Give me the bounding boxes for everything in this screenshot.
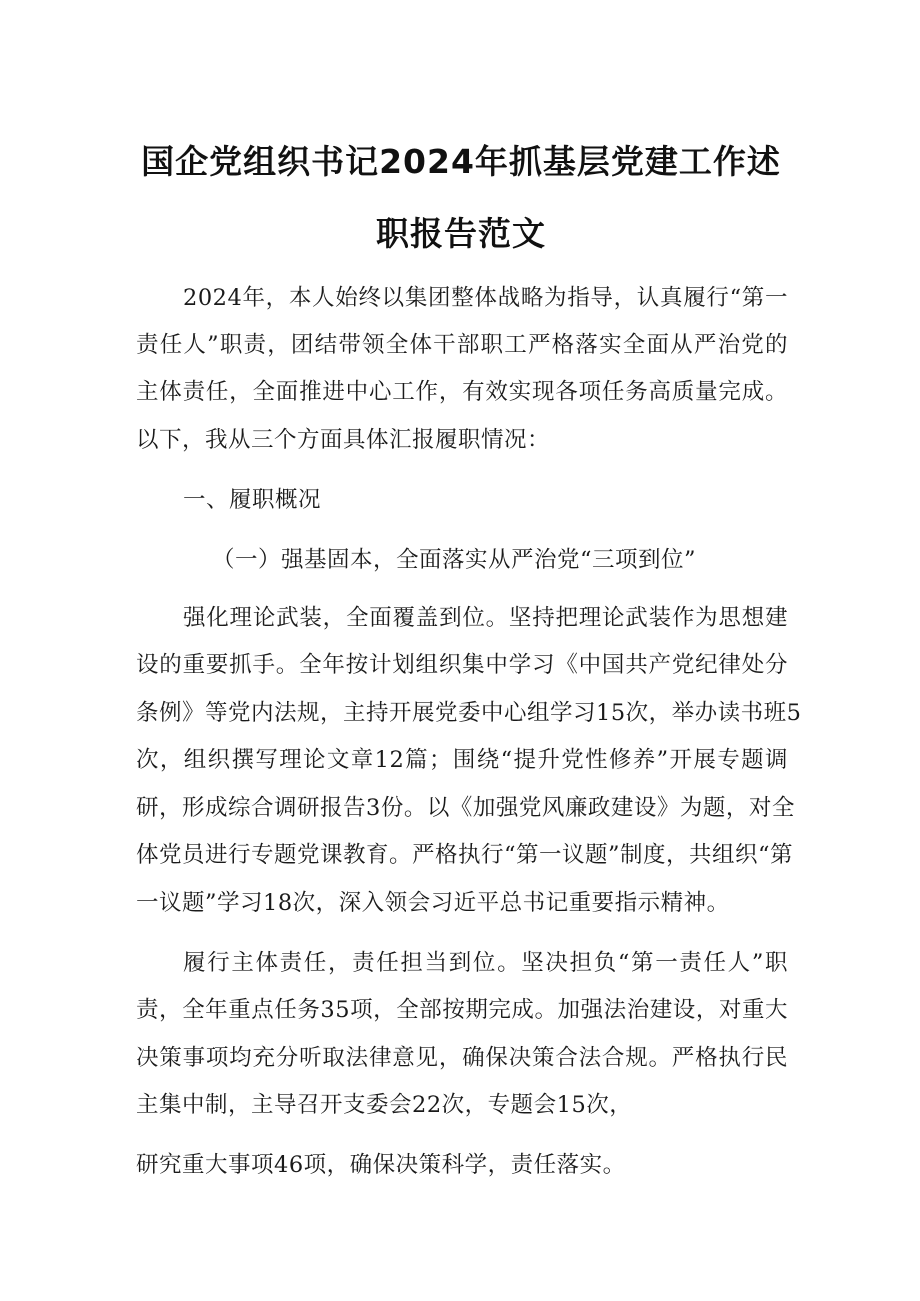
paragraph1-line-7: 一议题”学习18次，深入领会习近平总书记重要指示精神。: [136, 890, 730, 916]
paragraph1-line-3: 条例》等党内法规，主持开展党委中心组学习15次，举办读书班5: [136, 700, 802, 726]
intro-line-4: 以下，我从三个方面具体汇报履职情况：: [136, 427, 551, 453]
paragraph1-line-5: 研，形成综合调研报告3份。以《加强党风廉政建设》为题，对全: [136, 795, 795, 821]
paragraph2-line-3: 决策事项均充分听取法律意见，确保决策合法合规。严格执行民: [136, 1045, 788, 1071]
subsection-heading-1: （一）强基固本，全面落实从严治党“三项到位”: [212, 547, 697, 573]
paragraph1-line-4: 次，组织撰写理论文章12篇；围绕“提升党性修养”开展专题调: [136, 747, 788, 773]
intro-line-3: 主体责任，全面推进中心工作，有效实现各项任务高质量完成。: [136, 379, 788, 405]
paragraph3-line-1: 研究重大事项46项，确保决策科学，责任落实。: [136, 1152, 626, 1178]
paragraph1-line-6: 体党员进行专题党课教育。严格执行“第一议题”制度，共组织“第: [136, 842, 794, 868]
intro-line-1: 2024年，本人始终以集团整体战略为指导，认真履行“第一: [183, 285, 788, 311]
intro-line-2: 责任人”职责，团结带领全体干部职工严格落实全面从严治党的: [136, 332, 788, 358]
paragraph2-line-4: 主集中制，主导召开支委会22次，专题会15次，: [136, 1092, 633, 1118]
paragraph2-line-2: 责，全年重点任务35项，全部按期完成。加强法治建设，对重大: [136, 997, 788, 1023]
paragraph2-line-1: 履行主体责任，责任担当到位。坚决担负“第一责任人”职: [183, 950, 788, 976]
document-title-line-1: 国企党组织书记2024年抓基层党建工作述: [141, 142, 781, 181]
paragraph1-line-2: 设的重要抓手。全年按计划组织集中学习《中国共产党纪律处分: [136, 652, 788, 678]
document-title-line-2: 职报告范文: [376, 214, 546, 253]
paragraph1-line-1: 强化理论武装，全面覆盖到位。坚持把理论武装作为思想建: [183, 605, 788, 631]
section-heading-1: 一、履职概况: [183, 487, 322, 513]
